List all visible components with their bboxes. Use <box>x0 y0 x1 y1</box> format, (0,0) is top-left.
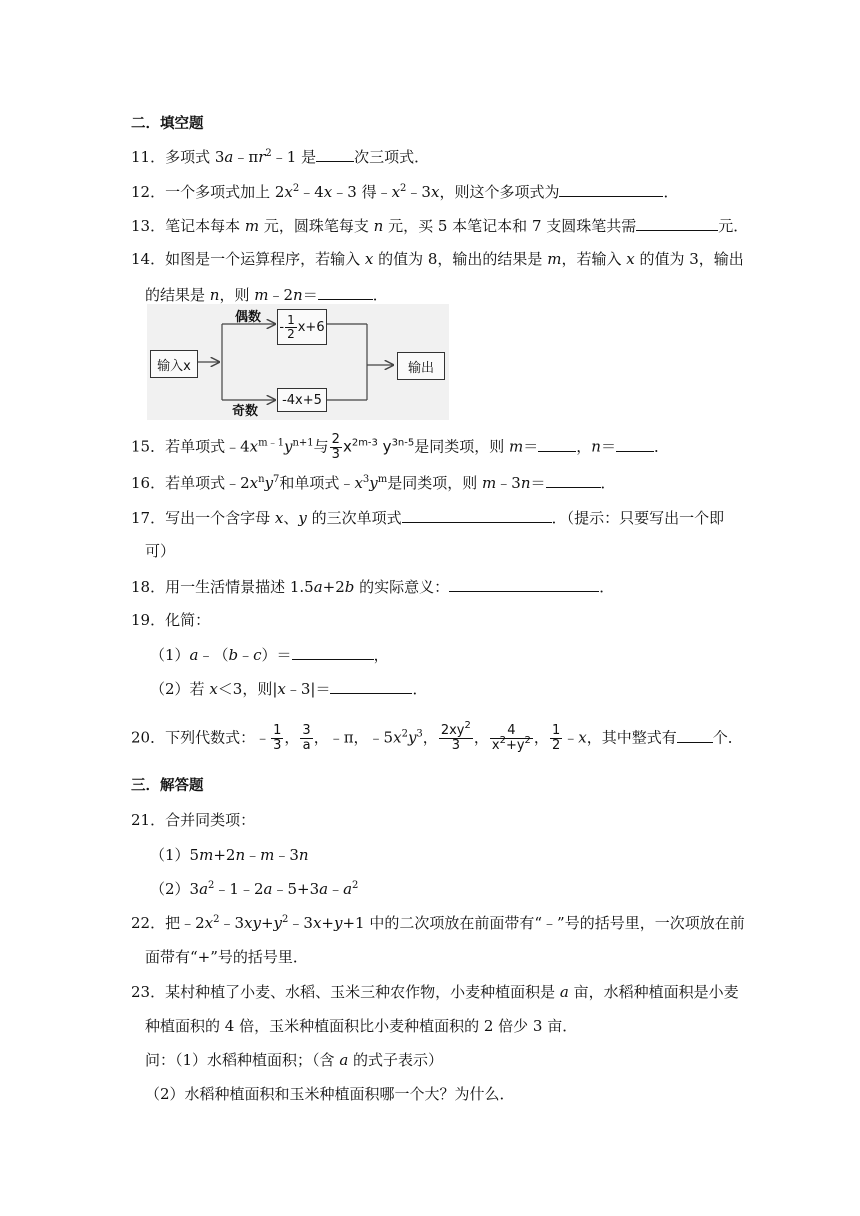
section-title-answer: 三．解答题 <box>131 778 204 794</box>
question-11: 11．多项式 $3a﹣\pi r^2﹣1$ 是 次三项式． <box>131 148 430 166</box>
question-23-line2: 种植面积的 4 倍，玉米种植面积比小麦种植面积的 2 倍少 3 亩． <box>145 1017 578 1035</box>
question-21-part1: （1）5m+2n﹣m﹣3n <box>150 846 309 864</box>
input-box: 输入x <box>150 350 198 378</box>
question-17-line2: 可） <box>145 542 176 560</box>
question-19-part1: （1）a﹣（b﹣c）＝ ， <box>150 646 389 664</box>
question-23-line4: （2）水稻种植面积和玉米种植面积哪一个大？为什么． <box>145 1085 515 1103</box>
odd-label: 奇数 <box>232 404 259 419</box>
question-23-line3: 问：（1）水稻种植面积；（含 a 的式子表示） <box>145 1051 444 1069</box>
question-13: 13．笔记本每本 m 元，圆珠笔每支 n 元，买 5 本笔记本和 7 支圆珠笔共需 元． <box>131 217 749 235</box>
answer-blank[interactable] <box>616 436 654 452</box>
question-20: 20．下列代数式：﹣ $\frac{1}{3}$ ， $\frac{3}{a}$ ，﹣π，$﹣5x^2y^3$， $\frac{2xy^2}{3}$ ， $\frac{4}{x^2+y^2}$ ， $\frac{1}{2}$ ﹣x，其中整式有 个． <box>131 720 743 753</box>
answer-blank[interactable] <box>546 472 601 488</box>
answer-blank[interactable] <box>318 284 373 300</box>
question-21: 21．合并同类项： <box>131 811 256 829</box>
answer-blank[interactable] <box>559 181 663 197</box>
question-14-line2: 的结果是 n，则 m﹣2n＝ ． <box>145 286 388 304</box>
question-19: 19．化简： <box>131 611 211 629</box>
question-12: 12．一个多项式加上 $2x^2﹣4x﹣3$ 得$﹣x^2﹣3x$，则这个多项式为 ． <box>131 183 679 201</box>
answer-blank[interactable] <box>636 215 718 231</box>
even-label: 偶数 <box>235 310 262 325</box>
operation-flowchart <box>147 304 449 420</box>
answer-blank[interactable] <box>292 644 374 660</box>
section-title-fill-in: 二．填空题 <box>131 116 204 132</box>
question-23: 23．某村种植了小麦、水稻、玉米三种农作物，小麦种植面积是 a 亩，水稻种植面积是小麦 <box>131 983 739 1001</box>
question-14: 14．如图是一个运算程序，若输入 x 的值为 8，输出的结果是 m，若输入 x 的值为 3，输出 <box>131 250 744 268</box>
answer-blank[interactable] <box>538 436 576 452</box>
question-17: 17．写出一个含字母 x、y 的三次单项式 ．（提示：只要写出一个即 <box>131 509 725 527</box>
question-18: 18．用一生活情景描述 1.5a+2b 的实际意义： ． <box>131 578 615 596</box>
question-15: 15．若单项式$﹣4x^{m﹣1}y^{n+1}$与 $\frac{2}{3}$ $x^{2m-3}$ $y^{3n-5}$是同类项，则 m＝ ，n＝ ． <box>131 432 669 462</box>
output-box: 输出 <box>397 352 445 380</box>
answer-blank[interactable] <box>316 146 354 162</box>
question-16: 16．若单项式$﹣2x^ny^7$和单项式$﹣x^3y^m$是同类项，则 m﹣3n＝ ． <box>131 474 616 492</box>
answer-blank[interactable] <box>402 507 552 523</box>
answer-blank[interactable] <box>330 678 412 694</box>
answer-blank[interactable] <box>449 576 599 592</box>
question-22: 22．把$﹣2x^2﹣3xy+y^2﹣3x+y+1$ 中的二次项放在前面带有“﹣”号的括号里，一次项放在前 <box>131 914 745 932</box>
question-21-part2: $(2)3a^2﹣1﹣2a﹣5+3a﹣a^2$ <box>150 880 359 898</box>
question-22-line2: 面带有“+”号的括号里． <box>145 948 308 966</box>
even-operation-box: - $\frac{1}{2}$ x+6 <box>277 309 327 345</box>
question-19-part2: （2）若 x＜3，则|x﹣3|＝ ． <box>150 680 428 698</box>
odd-operation-box: -4x+5 <box>277 388 327 412</box>
answer-blank[interactable] <box>677 727 713 743</box>
